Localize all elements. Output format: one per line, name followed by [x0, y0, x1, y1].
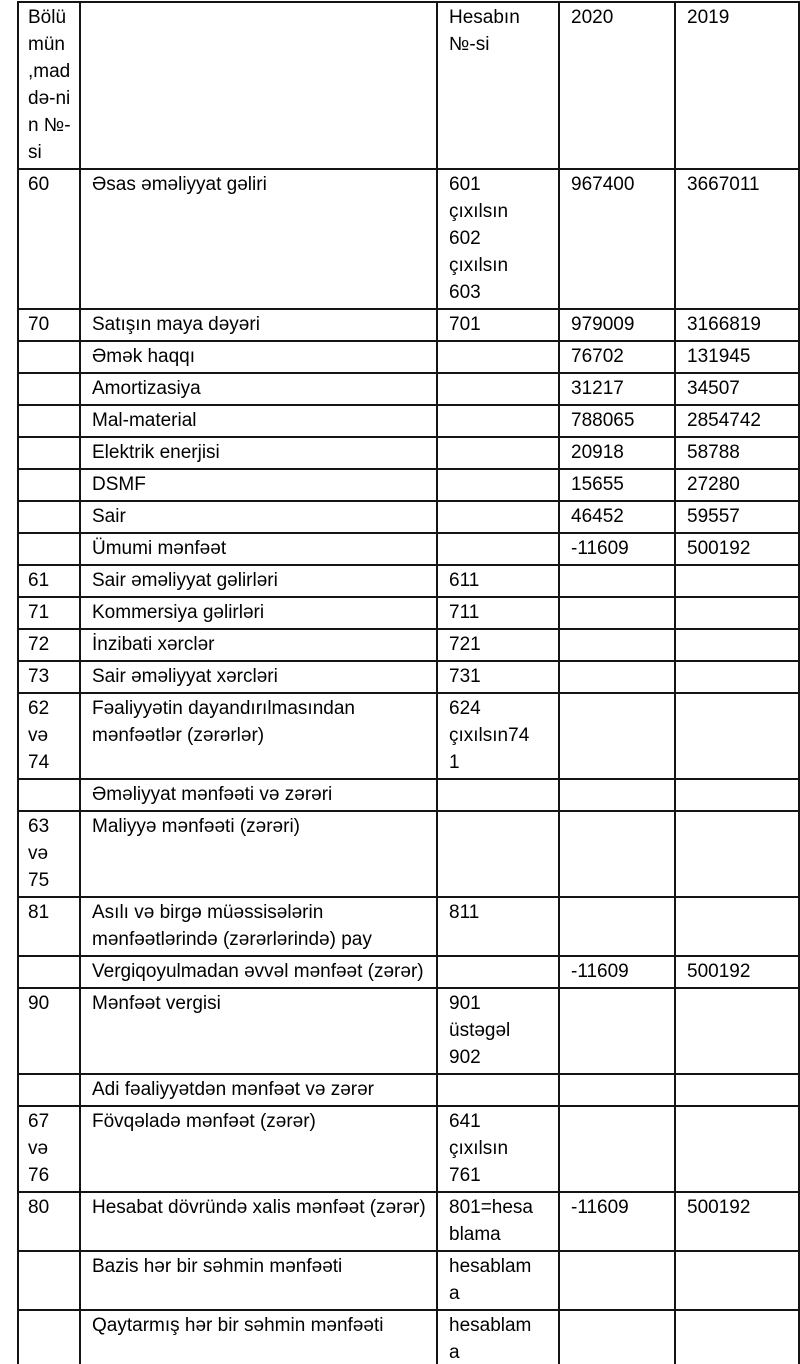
- account-cell: 731: [437, 661, 559, 693]
- section-cell: 71: [18, 597, 80, 629]
- label-cell: Əsas əməliyyat gəliri: [80, 169, 437, 309]
- table-row: [18, 661, 799, 693]
- account-cell: [437, 405, 559, 437]
- account-cell: [437, 533, 559, 565]
- account-cell: [437, 501, 559, 533]
- value-2020-cell: -11609: [559, 956, 675, 988]
- label-cell: Maliyyə mənfəəti (zərəri): [80, 811, 437, 897]
- table-row: [18, 1074, 799, 1106]
- table-row: [18, 693, 799, 779]
- label-cell: DSMF: [80, 469, 437, 501]
- account-cell: 701: [437, 309, 559, 341]
- table-row: [18, 779, 799, 811]
- header-year-2019: 2019: [675, 2, 799, 169]
- label-cell: Asılı və birgə müəssisələrin mənfəətlərində (zərərlərində) pay: [80, 897, 437, 956]
- section-cell: 90: [18, 988, 80, 1074]
- value-2019-cell: 500192: [675, 956, 799, 988]
- section-cell: [18, 1310, 80, 1364]
- table-row: [18, 956, 799, 988]
- account-cell: [437, 779, 559, 811]
- value-2020-cell: [559, 1074, 675, 1106]
- table-header-row: [18, 2, 799, 169]
- value-2019-cell: [675, 693, 799, 779]
- section-cell: 61: [18, 565, 80, 597]
- value-2019-cell: 500192: [675, 533, 799, 565]
- section-cell: 81: [18, 897, 80, 956]
- value-2019-cell: 3667011: [675, 169, 799, 309]
- table-row: [18, 1251, 799, 1310]
- table-row: [18, 1310, 799, 1364]
- section-cell: 73: [18, 661, 80, 693]
- table-row: [18, 988, 799, 1074]
- section-cell: [18, 1074, 80, 1106]
- account-cell: [437, 956, 559, 988]
- section-cell: 67 və 76: [18, 1106, 80, 1192]
- value-2020-cell: 788065: [559, 405, 675, 437]
- table-row: [18, 629, 799, 661]
- value-2020-cell: -11609: [559, 533, 675, 565]
- label-cell: Fövqəladə mənfəət (zərər): [80, 1106, 437, 1192]
- account-cell: 641 çıxılsın 761: [437, 1106, 559, 1192]
- value-2019-cell: 131945: [675, 341, 799, 373]
- label-cell: Mal-material: [80, 405, 437, 437]
- section-cell: [18, 501, 80, 533]
- section-cell: [18, 405, 80, 437]
- value-2020-cell: [559, 597, 675, 629]
- account-cell: [437, 437, 559, 469]
- account-cell: 811: [437, 897, 559, 956]
- table-row: [18, 897, 799, 956]
- label-cell: Elektrik enerjisi: [80, 437, 437, 469]
- value-2020-cell: [559, 1251, 675, 1310]
- value-2019-cell: [675, 1251, 799, 1310]
- value-2019-cell: [675, 811, 799, 897]
- account-cell: [437, 811, 559, 897]
- value-2019-cell: [675, 1310, 799, 1364]
- label-cell: Əməliyyat mənfəəti və zərəri: [80, 779, 437, 811]
- table-row: [18, 405, 799, 437]
- value-2019-cell: 58788: [675, 437, 799, 469]
- account-cell: 601 çıxılsın 602 çıxılsın 603: [437, 169, 559, 309]
- value-2019-cell: 34507: [675, 373, 799, 405]
- value-2020-cell: [559, 1310, 675, 1364]
- label-cell: İnzibati xərclər: [80, 629, 437, 661]
- table-row: [18, 1192, 799, 1251]
- value-2020-cell: [559, 1106, 675, 1192]
- label-cell: Bazis hər bir səhmin mənfəəti: [80, 1251, 437, 1310]
- label-cell: Vergiqoyulmadan əvvəl mənfəət (zərər): [80, 956, 437, 988]
- value-2020-cell: [559, 897, 675, 956]
- label-cell: Sair əməliyyat gəlirləri: [80, 565, 437, 597]
- header-section-number: Bölümün ,maddə-nin №-si: [18, 2, 80, 169]
- value-2020-cell: -11609: [559, 1192, 675, 1251]
- label-cell: Adi fəaliyyətdən mənfəət və zərər: [80, 1074, 437, 1106]
- value-2020-cell: 979009: [559, 309, 675, 341]
- label-cell: Qaytarmış hər bir səhmin mənfəəti: [80, 1310, 437, 1364]
- section-cell: [18, 469, 80, 501]
- value-2019-cell: 3166819: [675, 309, 799, 341]
- header-account-number: Hesabın №-si: [437, 2, 559, 169]
- label-cell: Mənfəət vergisi: [80, 988, 437, 1074]
- account-cell: 611: [437, 565, 559, 597]
- account-cell: 721: [437, 629, 559, 661]
- value-2019-cell: [675, 1074, 799, 1106]
- value-2020-cell: [559, 629, 675, 661]
- value-2019-cell: 59557: [675, 501, 799, 533]
- value-2020-cell: 15655: [559, 469, 675, 501]
- value-2019-cell: [675, 779, 799, 811]
- account-cell: 711: [437, 597, 559, 629]
- account-cell: 624 çıxılsın741: [437, 693, 559, 779]
- label-cell: Kommersiya gəlirləri: [80, 597, 437, 629]
- table-row: [18, 169, 799, 309]
- table-row: [18, 341, 799, 373]
- label-cell: Sair: [80, 501, 437, 533]
- account-cell: 901 üstəgəl 902: [437, 988, 559, 1074]
- section-cell: [18, 341, 80, 373]
- table-row: [18, 437, 799, 469]
- table-row: [18, 533, 799, 565]
- account-cell: 801=hesablama: [437, 1192, 559, 1251]
- section-cell: 63 və 75: [18, 811, 80, 897]
- value-2019-cell: 2854742: [675, 405, 799, 437]
- section-cell: 60: [18, 169, 80, 309]
- value-2020-cell: [559, 779, 675, 811]
- table-row: [18, 597, 799, 629]
- section-cell: [18, 956, 80, 988]
- value-2019-cell: [675, 661, 799, 693]
- value-2020-cell: [559, 693, 675, 779]
- label-cell: Əmək haqqı: [80, 341, 437, 373]
- section-cell: [18, 779, 80, 811]
- section-cell: 62 və 74: [18, 693, 80, 779]
- value-2020-cell: [559, 661, 675, 693]
- table-row: [18, 373, 799, 405]
- section-cell: [18, 533, 80, 565]
- value-2019-cell: [675, 897, 799, 956]
- section-cell: 70: [18, 309, 80, 341]
- label-cell: Fəaliyyətin dayandırılmasından mənfəətlər (zərərlər): [80, 693, 437, 779]
- value-2020-cell: [559, 811, 675, 897]
- label-cell: Amortizasiya: [80, 373, 437, 405]
- value-2019-cell: [675, 597, 799, 629]
- value-2019-cell: [675, 565, 799, 597]
- value-2020-cell: 46452: [559, 501, 675, 533]
- account-cell: hesablama: [437, 1251, 559, 1310]
- label-cell: Ümumi mənfəət: [80, 533, 437, 565]
- table-row: [18, 1106, 799, 1192]
- label-cell: Hesabat dövründə xalis mənfəət (zərər): [80, 1192, 437, 1251]
- value-2020-cell: 20918: [559, 437, 675, 469]
- section-cell: [18, 437, 80, 469]
- section-cell: [18, 1251, 80, 1310]
- table-row: [18, 811, 799, 897]
- table-row: [18, 565, 799, 597]
- label-cell: Sair əməliyyat xərcləri: [80, 661, 437, 693]
- value-2020-cell: [559, 988, 675, 1074]
- value-2020-cell: 31217: [559, 373, 675, 405]
- section-cell: [18, 373, 80, 405]
- table-row: [18, 309, 799, 341]
- value-2019-cell: 500192: [675, 1192, 799, 1251]
- value-2020-cell: 76702: [559, 341, 675, 373]
- label-cell: Satışın maya dəyəri: [80, 309, 437, 341]
- value-2019-cell: [675, 629, 799, 661]
- account-cell: [437, 341, 559, 373]
- value-2019-cell: [675, 1106, 799, 1192]
- income-statement-table: [17, 1, 800, 1364]
- header-item-name: [80, 2, 437, 169]
- table-row: [18, 501, 799, 533]
- value-2019-cell: 27280: [675, 469, 799, 501]
- account-cell: [437, 469, 559, 501]
- value-2019-cell: [675, 988, 799, 1074]
- table-body: [18, 169, 799, 1364]
- account-cell: hesablama: [437, 1310, 559, 1364]
- header-year-2020: 2020: [559, 2, 675, 169]
- value-2020-cell: [559, 565, 675, 597]
- section-cell: 72: [18, 629, 80, 661]
- account-cell: [437, 373, 559, 405]
- value-2020-cell: 967400: [559, 169, 675, 309]
- account-cell: [437, 1074, 559, 1106]
- table-row: [18, 469, 799, 501]
- section-cell: 80: [18, 1192, 80, 1251]
